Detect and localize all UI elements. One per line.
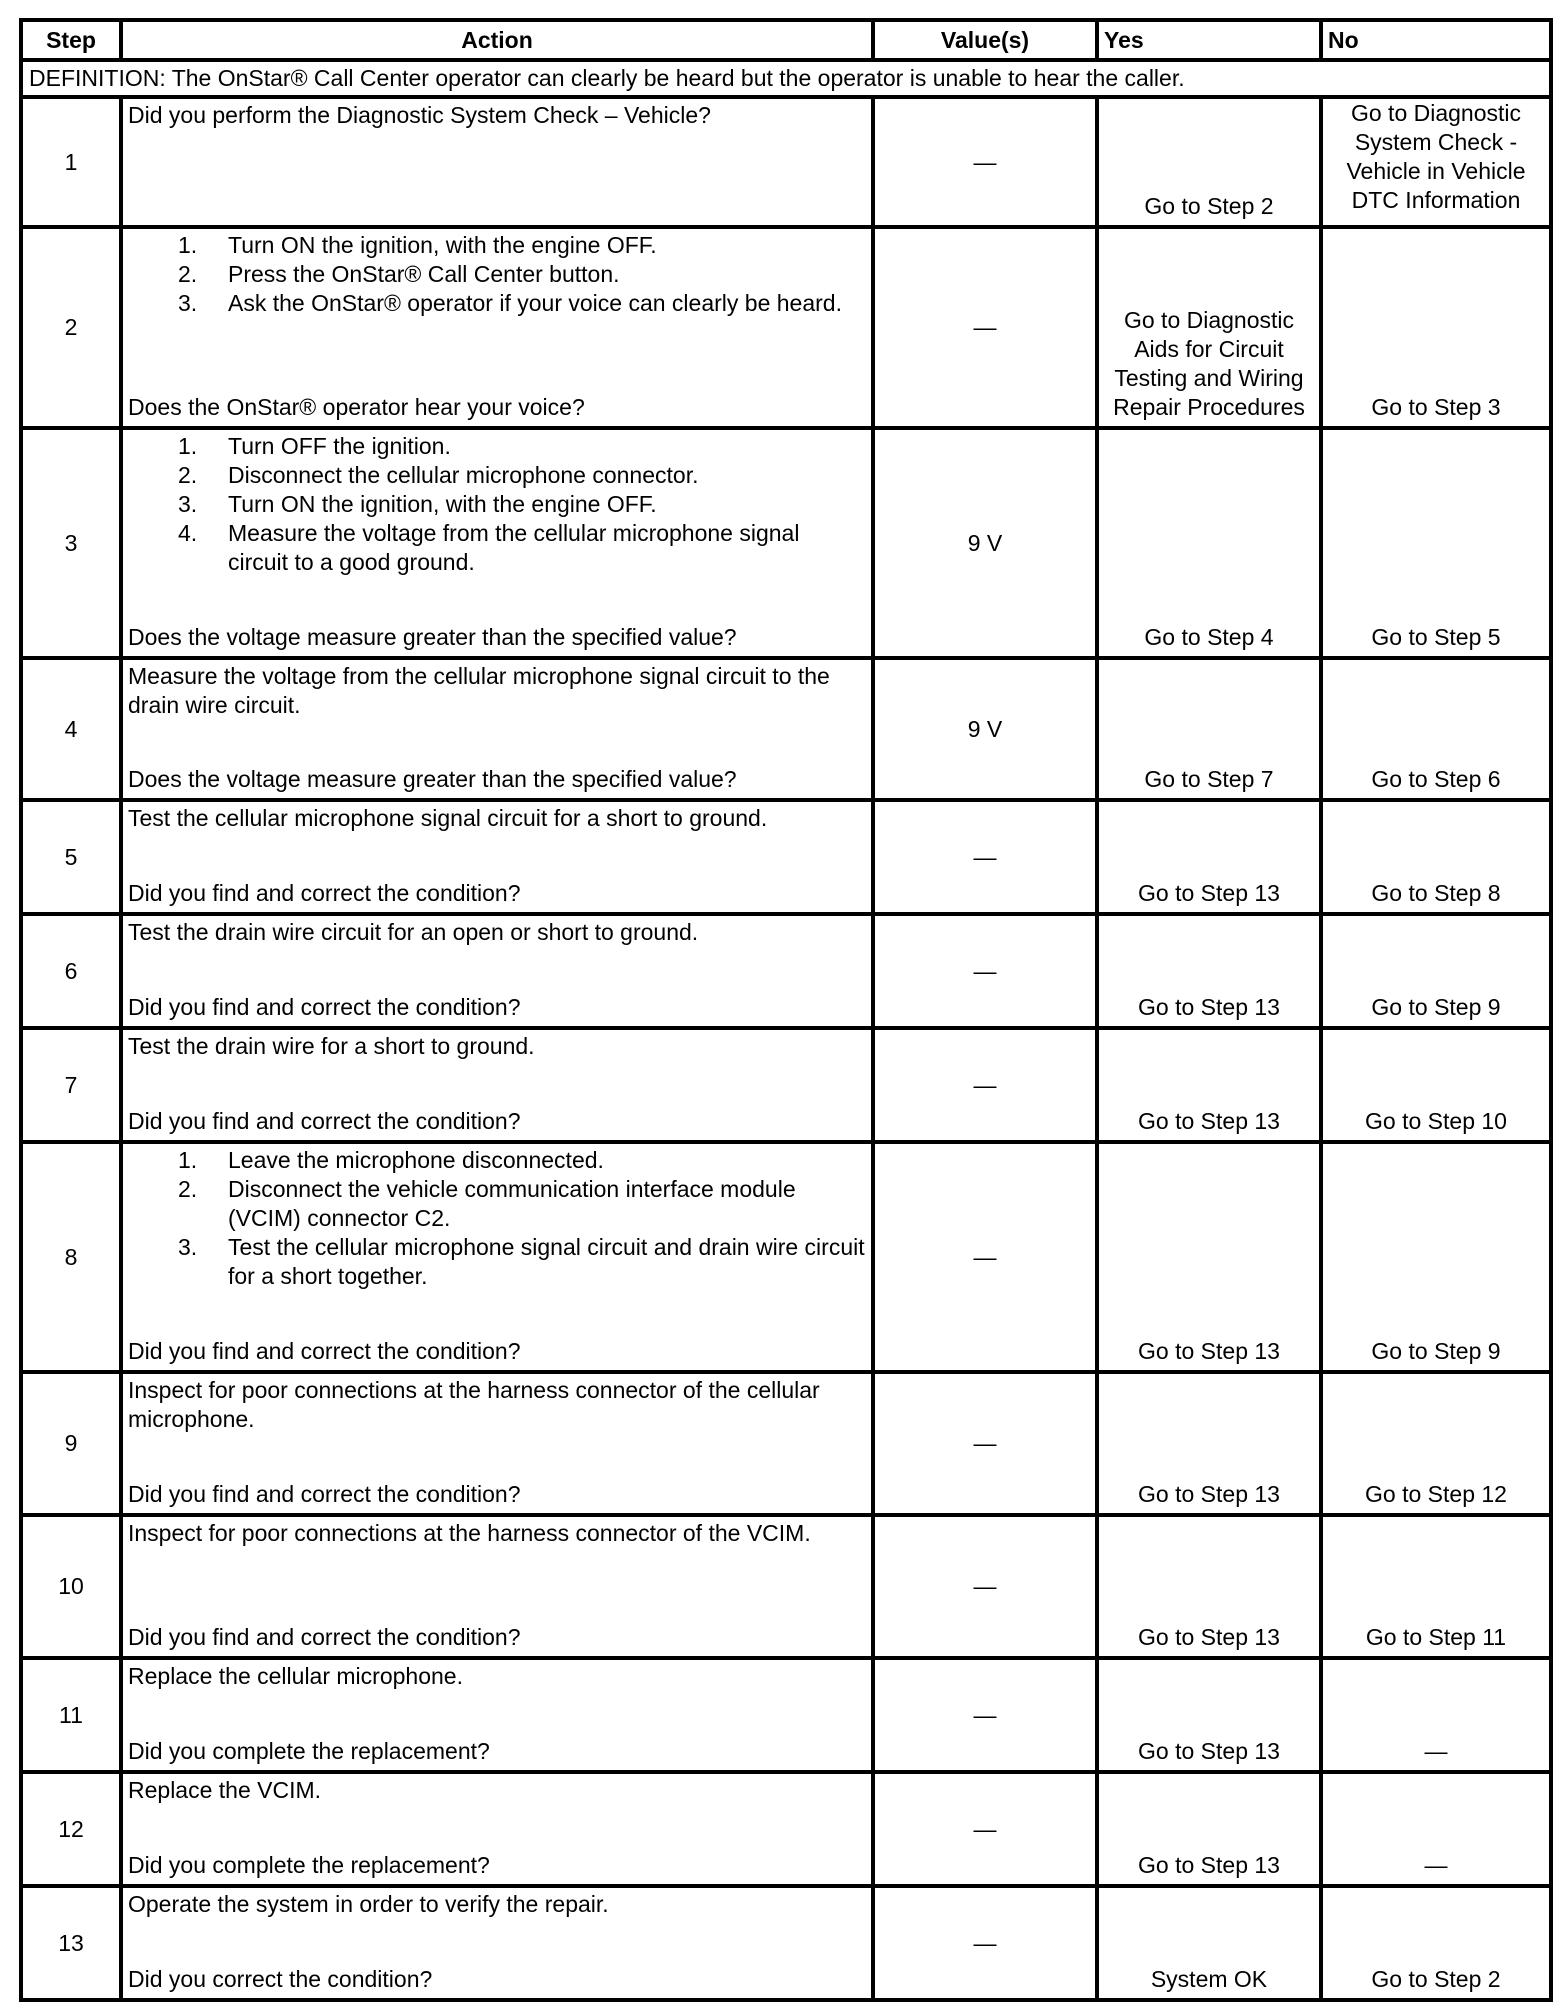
step-no: Go to Step 6 [1321, 658, 1551, 800]
step-no: Go to Step 10 [1321, 1028, 1551, 1142]
step-number: 5 [21, 800, 121, 914]
action-item-text: Turn ON the ignition, with the engine OFF. [228, 491, 657, 517]
step-no: Go to Step 2 [1321, 1886, 1551, 2000]
action-question: Does the voltage measure greater than the specified value? [128, 766, 737, 792]
step-yes: Go to Step 13 [1097, 1372, 1321, 1515]
step-action [121, 1772, 873, 1886]
step-value: 9 V [873, 658, 1097, 800]
step-action [121, 1028, 873, 1142]
step-number: 1 [21, 97, 121, 227]
action-list [128, 1146, 865, 1291]
action-question: Did you find and correct the condition? [128, 1108, 521, 1134]
action-item-number: 1. [178, 1147, 198, 1173]
action-item-number: 1. [178, 433, 198, 459]
step-yes: Go to Step 2 [1097, 97, 1321, 227]
action-intro: Test the drain wire circuit for an open or short to ground. [128, 919, 699, 945]
action-list-item [128, 461, 865, 490]
action-list-item [128, 432, 865, 461]
header-values: Value(s) [873, 20, 1097, 60]
step-number: 6 [21, 914, 121, 1028]
header-yes: Yes [1097, 20, 1321, 60]
step-value: — [873, 1028, 1097, 1142]
step-row-8 [21, 1142, 1551, 1372]
step-no: Go to Step 11 [1321, 1515, 1551, 1658]
step-yes: Go to Step 13 [1097, 1142, 1321, 1372]
step-number: 9 [21, 1372, 121, 1515]
action-question: Did you find and correct the condition? [128, 1624, 521, 1650]
action-question: Does the voltage measure greater than the specified value? [128, 624, 737, 650]
step-value: — [873, 1372, 1097, 1515]
action-item-text: Leave the microphone disconnected. [228, 1147, 604, 1173]
step-no: Go to Step 12 [1321, 1372, 1551, 1515]
action-question: Did you find and correct the condition? [128, 1481, 521, 1507]
action-list-item [128, 1233, 865, 1291]
action-intro: Inspect for poor connections at the harness connector of the cellular microphone. [128, 1377, 820, 1432]
step-number: 10 [21, 1515, 121, 1658]
step-action [121, 1658, 873, 1772]
step-action [121, 1372, 873, 1515]
step-yes: Go to Step 13 [1097, 800, 1321, 914]
step-no: Go to Step 5 [1321, 428, 1551, 658]
step-yes: Go to Step 13 [1097, 914, 1321, 1028]
step-value: — [873, 1515, 1097, 1658]
step-action [121, 1142, 873, 1372]
step-value: — [873, 1142, 1097, 1372]
action-list [128, 432, 865, 577]
action-item-number: 2. [178, 1176, 198, 1202]
step-action [121, 1886, 873, 2000]
action-item-text: Turn ON the ignition, with the engine OFF. [228, 232, 657, 258]
step-number: 7 [21, 1028, 121, 1142]
step-row-10 [21, 1515, 1551, 1658]
action-list-item [128, 231, 865, 260]
step-value: — [873, 227, 1097, 428]
step-action [121, 914, 873, 1028]
action-list [128, 231, 865, 318]
step-value: — [873, 1658, 1097, 1772]
step-action [121, 227, 873, 428]
definition-text: DEFINITION: The OnStar® Call Center operator can clearly be heard but the operator is unable to hear the caller. [21, 60, 1551, 97]
action-item-text: Press the OnStar® Call Center button. [228, 261, 620, 287]
header-action: Action [121, 20, 873, 60]
action-item-number: 4. [178, 520, 198, 546]
action-item-text: Disconnect the cellular microphone connector. [228, 462, 699, 488]
step-number: 11 [21, 1658, 121, 1772]
step-row-3 [21, 428, 1551, 658]
step-row-1 [21, 97, 1551, 227]
step-no: Go to Step 8 [1321, 800, 1551, 914]
action-question: Did you complete the replacement? [128, 1738, 490, 1764]
step-action [121, 428, 873, 658]
step-row-2 [21, 227, 1551, 428]
step-yes: Go to Diagnostic Aids for Circuit Testing and Wiring Repair Procedures [1097, 227, 1321, 428]
step-yes: Go to Step 13 [1097, 1028, 1321, 1142]
action-list-item [128, 1146, 865, 1175]
action-intro: Measure the voltage from the cellular microphone signal circuit to the drain wire circuit. [128, 663, 830, 718]
action-item-text: Test the cellular microphone signal circuit and drain wire circuit for a short together. [228, 1234, 865, 1289]
step-yes: Go to Step 13 [1097, 1772, 1321, 1886]
step-value: — [873, 1886, 1097, 2000]
action-intro: Inspect for poor connections at the harness connector of the VCIM. [128, 1520, 811, 1546]
action-intro: Test the drain wire for a short to ground. [128, 1033, 535, 1059]
step-action [121, 800, 873, 914]
step-value: — [873, 97, 1097, 227]
action-question: Did you find and correct the condition? [128, 994, 521, 1020]
step-row-5 [21, 800, 1551, 914]
step-row-13 [21, 1886, 1551, 2000]
action-item-number: 3. [178, 290, 198, 316]
action-list-item [128, 260, 865, 289]
step-no: Go to Diagnostic System Check - Vehicle in Vehicle DTC Information [1321, 97, 1551, 227]
action-intro: Operate the system in order to verify the repair. [128, 1891, 609, 1917]
step-yes: System OK [1097, 1886, 1321, 2000]
action-item-number: 2. [178, 462, 198, 488]
step-action [121, 658, 873, 800]
step-value: 9 V [873, 428, 1097, 658]
action-question: Did you correct the condition? [128, 1966, 433, 1992]
step-value: — [873, 800, 1097, 914]
step-number: 4 [21, 658, 121, 800]
action-intro: Did you perform the Diagnostic System Check – Vehicle? [128, 102, 711, 128]
step-row-12 [21, 1772, 1551, 1886]
step-number: 13 [21, 1886, 121, 2000]
step-number: 12 [21, 1772, 121, 1886]
header-no: No [1321, 20, 1551, 60]
action-intro: Replace the VCIM. [128, 1777, 322, 1803]
header-step: Step [21, 20, 121, 60]
step-row-4 [21, 658, 1551, 800]
action-item-text: Measure the voltage from the cellular microphone signal circuit to a good ground. [228, 520, 800, 575]
action-item-text: Ask the OnStar® operator if your voice can clearly be heard. [228, 290, 842, 316]
action-item-text: Turn OFF the ignition. [228, 433, 451, 459]
action-item-number: 2. [178, 261, 198, 287]
action-question: Does the OnStar® operator hear your voice? [128, 394, 585, 420]
step-yes: Go to Step 7 [1097, 658, 1321, 800]
header-row [21, 20, 1551, 60]
step-row-9 [21, 1372, 1551, 1515]
step-row-6 [21, 914, 1551, 1028]
action-list-item [128, 519, 865, 577]
step-action [121, 97, 873, 227]
action-list-item [128, 289, 865, 318]
action-question: Did you find and correct the condition? [128, 1338, 521, 1364]
step-no: Go to Step 9 [1321, 914, 1551, 1028]
action-question: Did you find and correct the condition? [128, 880, 521, 906]
action-list-item [128, 490, 865, 519]
step-yes: Go to Step 4 [1097, 428, 1321, 658]
step-value: — [873, 914, 1097, 1028]
action-question: Did you complete the replacement? [128, 1852, 490, 1878]
step-no: — [1321, 1772, 1551, 1886]
step-action [121, 1515, 873, 1658]
step-yes: Go to Step 13 [1097, 1515, 1321, 1658]
step-number: 3 [21, 428, 121, 658]
step-number: 8 [21, 1142, 121, 1372]
action-item-number: 1. [178, 232, 198, 258]
step-no: — [1321, 1658, 1551, 1772]
step-number: 2 [21, 227, 121, 428]
definition-row [21, 60, 1551, 97]
action-item-number: 3. [178, 491, 198, 517]
step-yes: Go to Step 13 [1097, 1658, 1321, 1772]
step-no: Go to Step 9 [1321, 1142, 1551, 1372]
action-intro: Replace the cellular microphone. [128, 1663, 463, 1689]
step-row-7 [21, 1028, 1551, 1142]
action-item-number: 3. [178, 1234, 198, 1260]
step-value: — [873, 1772, 1097, 1886]
action-intro: Test the cellular microphone signal circuit for a short to ground. [128, 805, 768, 831]
diagnostic-table [19, 18, 1553, 2002]
action-item-text: Disconnect the vehicle communication interface module (VCIM) connector C2. [228, 1176, 796, 1231]
step-row-11 [21, 1658, 1551, 1772]
step-no: Go to Step 3 [1321, 227, 1551, 428]
action-list-item [128, 1175, 865, 1233]
